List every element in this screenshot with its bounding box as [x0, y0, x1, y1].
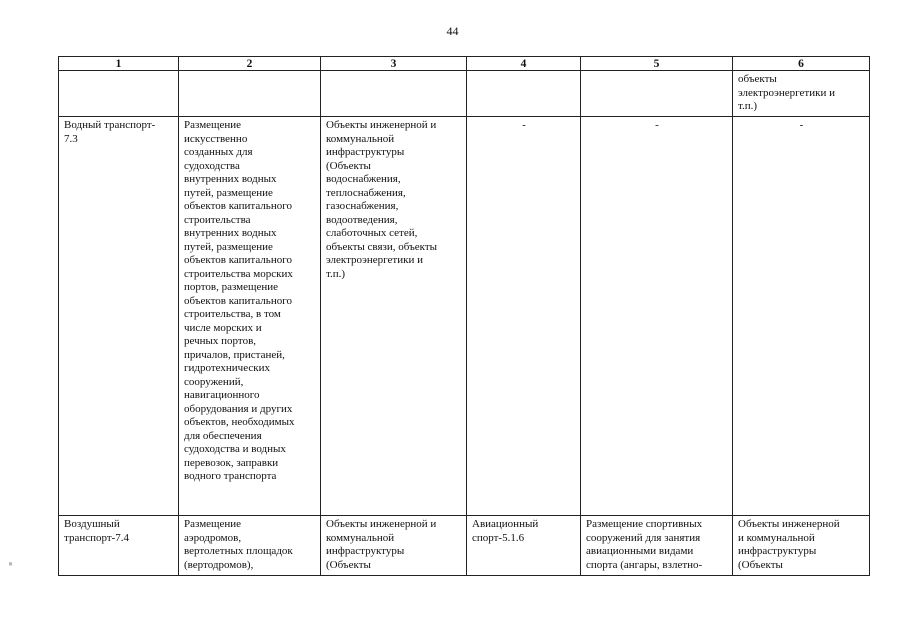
- cell-text: Объекты инженерной и коммунальной инфраструктуры (Объекты водоснабжения, теплоснабжения, газоснабжения, водоотведения, слаботочных сетей, объекты связи, объекты электроэнергетики и т.п.): [326, 119, 438, 280]
- cell-col4: [467, 71, 581, 117]
- cell-col6: [733, 117, 870, 516]
- cell-text: объекты электроэнергетики и т.п.): [738, 73, 835, 112]
- cell-text: Авиационный спорт-5.1.6: [472, 518, 539, 544]
- header-cell-5: 5: [581, 57, 733, 71]
- table-row: [59, 71, 870, 117]
- table-row: [59, 516, 870, 576]
- cell-col5: [581, 516, 733, 576]
- cell-text: Воздушный транспорт-7.4: [64, 518, 130, 544]
- zoning-table: [58, 56, 870, 576]
- cell-col2: [179, 117, 321, 516]
- cell-col5: [581, 71, 733, 117]
- header-cell-3: 3: [321, 57, 467, 71]
- cell-col3: [321, 117, 467, 516]
- cell-text: Объекты инженерной и коммунальной инфраструктуры (Объекты: [738, 518, 840, 571]
- cell-col2: [179, 516, 321, 576]
- cell-text: Размещение искусственно созданных для судоходства внутренних водных путей, размещение объектов капитального строительства внутренних водных путей, размещение объектов капитального строительства морских портов, размещение объектов капитального строительства, в том числе морских и речных портов, причалов, пристаней, гидротехнических сооружений, навигационного оборудования и других объектов, необходимых для обеспечения судоходства и водных перевозок, заправки водного транспорта: [184, 119, 295, 482]
- cell-text: -: [655, 119, 659, 131]
- cell-text: -: [799, 119, 804, 131]
- table-header-row: [59, 57, 870, 71]
- cell-text: -: [522, 119, 526, 131]
- header-cell-1: 1: [59, 57, 179, 71]
- cell-col6: [733, 516, 870, 576]
- cell-col4: [467, 516, 581, 576]
- cell-col2: [179, 71, 321, 117]
- cell-col1: [59, 71, 179, 117]
- cell-text: Размещение спортивных сооружений для занятия авиационными видами спорта (ангары, взлетно-: [586, 518, 703, 571]
- cell-col3: [321, 71, 467, 117]
- page-number: 44: [446, 24, 459, 38]
- cell-col4: [467, 117, 581, 516]
- cell-col1: [59, 117, 179, 516]
- header-cell-6: 6: [733, 57, 870, 71]
- cell-text: Водный транспорт- 7.3: [64, 119, 156, 145]
- cell-col6: [733, 71, 870, 117]
- margin-mark: ≡: [6, 562, 14, 566]
- cell-text: Размещение аэродромов, вертолетных площадок (вертодромов),: [184, 518, 293, 571]
- cell-col3: [321, 516, 467, 576]
- header-cell-2: 2: [179, 57, 321, 71]
- cell-text: Объекты инженерной и коммунальной инфраструктуры (Объекты: [326, 518, 437, 571]
- header-cell-4: 4: [467, 57, 581, 71]
- cell-col1: [59, 516, 179, 576]
- table-row: [59, 117, 870, 516]
- cell-col5: [581, 117, 733, 516]
